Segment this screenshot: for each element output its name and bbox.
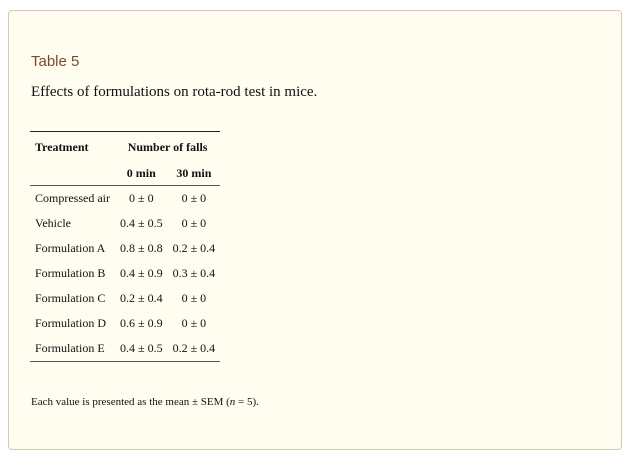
- table-row: [30, 286, 220, 311]
- table-row: [30, 336, 220, 362]
- table-row: [30, 186, 220, 212]
- header-spacer: [30, 161, 115, 186]
- cell-treatment: Vehicle: [35, 216, 71, 230]
- header-0-min: 0 min: [115, 161, 168, 186]
- header-30-min: 30 min: [168, 161, 221, 186]
- header-treatment: Treatment: [35, 140, 89, 154]
- table-caption: Effects of formulations on rota-rod test in mice.: [31, 84, 318, 100]
- cell-treatment: Formulation E: [30, 336, 115, 362]
- cell-30-min: 0.3 ± 0.4: [172, 266, 216, 280]
- footnote-n-symbol: n: [229, 396, 236, 408]
- table-row: [30, 311, 220, 336]
- cell-treatment: Formulation B: [35, 266, 106, 280]
- cell-treatment: Compressed air: [35, 191, 110, 205]
- cell-0-min: 0.2 ± 0.4: [119, 291, 163, 305]
- footnote-suffix: = 5).: [235, 396, 259, 408]
- table-footnote: [31, 396, 259, 408]
- cell-30-min: 0 ± 0: [181, 216, 207, 230]
- table-panel: [8, 10, 622, 450]
- cell-0-min: 0.4 ± 0.5: [119, 216, 163, 230]
- table-label: Table 5: [31, 53, 80, 70]
- cell-0-min: 0.4 ± 0.5: [115, 336, 168, 362]
- cell-0-min: 0 ± 0: [128, 191, 154, 205]
- cell-30-min: 0.2 ± 0.4: [168, 336, 221, 362]
- cell-30-min: 0 ± 0: [181, 316, 207, 330]
- cell-30-min: 0 ± 0: [181, 291, 207, 305]
- table-row: [30, 211, 220, 236]
- cell-30-min: 0 ± 0: [181, 191, 207, 205]
- table-row: [30, 261, 220, 286]
- cell-treatment: Formulation D: [35, 316, 106, 330]
- cell-0-min: 0.4 ± 0.9: [119, 266, 163, 280]
- cell-treatment: Formulation C: [35, 291, 106, 305]
- cell-0-min: 0.8 ± 0.8: [119, 241, 163, 255]
- footnote-prefix: Each value is presented as the mean ± SEM (: [31, 396, 230, 408]
- cell-30-min: 0.2 ± 0.4: [172, 241, 216, 255]
- data-table: [30, 131, 220, 362]
- cell-treatment: Formulation A: [35, 241, 106, 255]
- cell-0-min: 0.6 ± 0.9: [119, 316, 163, 330]
- table-row: [30, 236, 220, 261]
- header-number-of-falls: Number of falls: [127, 140, 208, 154]
